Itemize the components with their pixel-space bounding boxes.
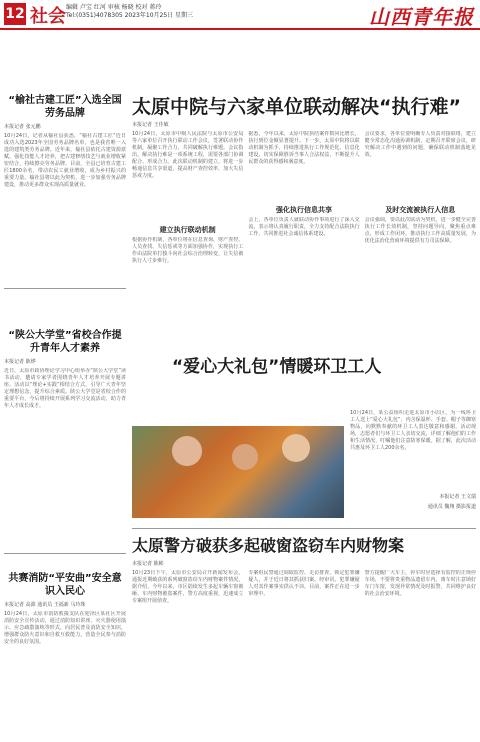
story-main-byline: 本报记者 王佳敏 <box>132 122 169 128</box>
story-byline: 本报记者 高源 通讯员 王福新 马玲珠 <box>4 602 86 608</box>
story-title: “榆社古建工匠”入选全国劳务品牌 <box>8 95 122 119</box>
story-heritage-craftsmen <box>4 94 126 283</box>
section-name: 社会 <box>30 6 66 27</box>
story-bottom-col-2: 专案组民警通过调取监控、走访排查，锁定犯罪嫌疑人，并于近日将其抓获归案。经审讯，犯罪嫌疑人对其作案事实供认不讳。目前，案件正在进一步审理中。 <box>248 570 360 597</box>
story-main-subhead: 及时交流被执行人信息 <box>385 206 456 214</box>
story-main-columns <box>132 131 476 361</box>
story-bottom-columns <box>132 570 476 720</box>
story-fire-safety <box>4 572 126 742</box>
story-main-title: 太原中院与六家单位联动解决“执行难” <box>132 96 461 118</box>
story-photo-byline: 本报记者 王文瑞 <box>439 494 476 500</box>
story-main-subhead: 强化执行信息共享 <box>275 206 332 214</box>
story-main-text: 会上，各单位负责人就联动协作事项进行了深入交流，表示将认真履行职责，全力支持配合法院执行工作，共同推进社会诚信体系建设。 <box>248 217 360 237</box>
story-photo <box>132 357 476 520</box>
story-byline: 本报记者 张元鹏 <box>4 124 41 130</box>
page-number: 12 <box>4 3 26 25</box>
story-main-text: 根据协作机制，各单位将在信息查询、财产查控、人员查找、失信惩戒等方面加强协作，实现执行工作由法院单打独斗向社会综合治理转变，让失信被执行人寸步难行。 <box>132 237 244 264</box>
divider <box>132 528 476 529</box>
story-photo-body: 10月24日，某公益组织走进太原市小店区，为一线环卫工人送上“爱心大礼包”，内含保温杯、手套、帽子等御寒物品，向默默奉献的环卫工人表达敬意和感谢。活动现场，志愿者们与环卫工人亲切交流，详细了解他们的工作和生活情况，叮嘱他们注意防寒保暖。据了解，此次活动共惠及环卫工人200余名。 <box>350 410 476 451</box>
story-main-col-3 <box>365 131 476 361</box>
story-photo-side <box>350 410 476 513</box>
story-bottom-col-3: 警方提醒广大车主，停车时应选择有监控的正规停车场，不要将贵重物品遗留车内，离车时注意锁好车门车窗，发现异常情况及时报警，共同维护良好的社会治安环境。 <box>364 570 476 597</box>
news-photo-sanitation-workers <box>132 426 344 518</box>
story-bottom <box>132 528 476 738</box>
story-main-subhead: 建立执行联动机制 <box>159 226 216 234</box>
header-meta-line2: Tel:(0351)4078305 2023年10月25日 星期三 <box>66 12 194 19</box>
left-column <box>4 34 126 738</box>
story-main-col-1 <box>132 131 243 361</box>
story-bottom-col-1: 10月23日下午，太原市公安局召开新闻发布会，通报近期破获的系列破窗盗窃车内财物案件情况。据介绍，今年以来，市区陆续发生多起车辆车窗被砸、车内财物被盗案件，警方高度重视，迅速成立专案组开展侦查。 <box>132 570 244 604</box>
story-main-text: 会议要求，各单位要明确专人负责对接联络，建立健全常态化沟通协调机制，定期召开联席会议，研究解决工作中遇到的问题，确保联动机制落地见效。 <box>364 131 476 158</box>
story-body: 近日，太原市政协理论学习中心组举办“陕公大学堂”读书活动，邀请专家学者围绕青年人才培养开展专题讲座。活动以“理论+实践”相结合方式，引导广大青年坚定理想信念，提升综合素质。陕公大学堂是省校合作的重要平台，今后将持续开展系列学习交流活动，助力青年人才成长成才。 <box>4 368 126 409</box>
story-bottom-title: 太原警方破获多起破窗盗窃车内财物案 <box>132 536 405 555</box>
story-photo-credit: 通讯员 魏翔 摄影报道 <box>427 504 476 510</box>
story-youth-forum <box>4 329 126 548</box>
story-bottom-byline: 本报记者 陈彬 <box>132 561 164 567</box>
page-header <box>0 0 480 30</box>
story-body: 10月24日，记者从榆社县获悉，“榆社古建工匠”近日成功入选2023年全国劳务品牌名单，也是我省唯一入选的建筑类劳务品牌。近年来，榆社县依托古建资源禀赋，强化技能人才培养，把古建修缮技艺与就业增收紧密结合，持续擦亮劳务品牌。目前，全县已培育古建工匠1800余名，带动农民工就业增收，成为乡村振兴的重要力量。榆社县将以此为契机，进一步加强劳务品牌建设，推动更多群众实现高质量就业。 <box>4 133 126 188</box>
divider <box>4 288 126 289</box>
masthead-logo: 山西青年报 <box>369 5 474 29</box>
header-meta <box>66 4 193 20</box>
story-main-col-2 <box>248 131 359 361</box>
story-byline: 本报记者 陈烨 <box>4 359 36 365</box>
story-main-text: 会议强调，要以此次联动为契机，进一步健全完善执行工作长效机制，坚持问题导向，聚焦重点难点，形成工作闭环，推动执行工作高质量发展，为优化法治化营商环境提供有力司法保障。 <box>364 217 476 244</box>
story-body: 10月24日，太原市消防救援支队在迎泽区某社区开展消防安全宣传活动，通过消防知识讲座、灭火器使用演示、应急疏散演练等形式，向居民普及消防安全知识，增强群众防火意识和自救互救能力，营造全民参与消防安全的良好氛围。 <box>4 611 126 645</box>
story-main-text: 据悉，今年以来，太原中院执结案件数同比增长，执行到位金额显著提升。下一步，太原中院将以联动机制为抓手，持续推进执行工作规范化、信息化建设，切实保障胜诉当事人合法权益，不断提升人民群众的获得感和满意度。 <box>248 131 360 165</box>
story-title: “陕公大学堂”省校合作提升青年人才素养 <box>8 330 122 354</box>
divider <box>4 553 126 554</box>
header-meta-line1: 编辑 卢宝 红河 审核 杨晓 校对 蒋玲 <box>66 4 162 11</box>
story-main-text: 10月24日，太原市中级人民法院与太原市公安局等六家单位召开执行联动工作会议，签署联动协作机制，凝聚工作合力，共同破解执行难题。会议指出，解决执行难是一项系统工程，需要各部门协调配合、形成合力。此次联动机制的建立，将进一步畅通信息共享渠道，提高财产查控效率，加大失信惩戒力度。 <box>132 131 244 179</box>
story-photo-title: “爱心大礼包”情暖环卫工人 <box>172 357 382 377</box>
story-title: 共赛消防“平安曲”安全意识入民心 <box>8 573 122 597</box>
